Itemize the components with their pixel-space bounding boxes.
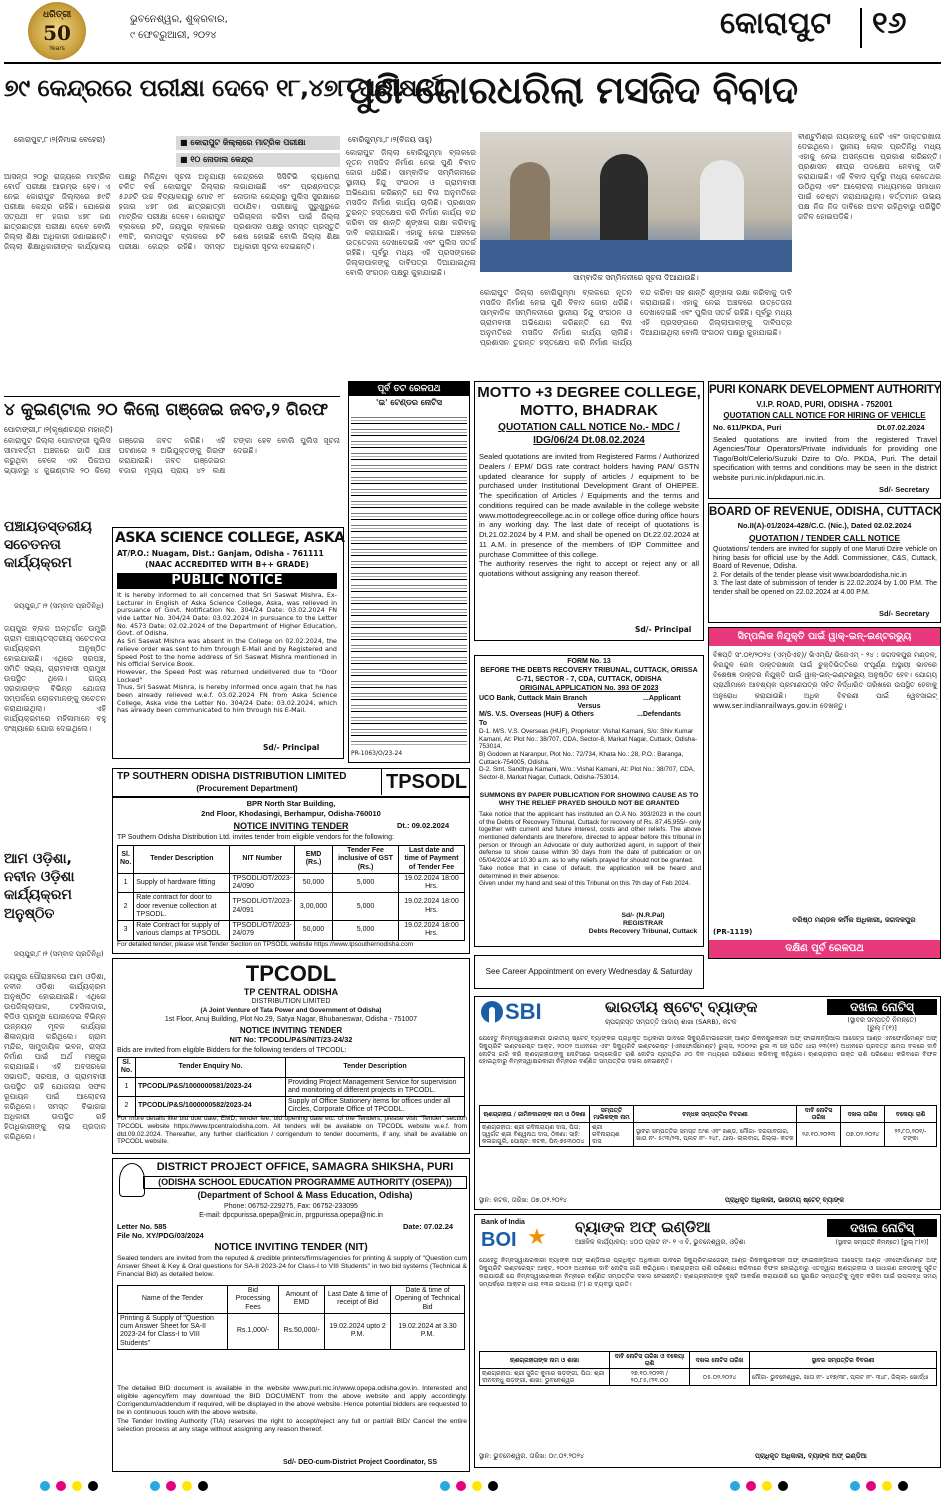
col-header: ଦଖଲ ତାରିଖ (841, 1106, 885, 1123)
railway-walkin-footer: (PR-1119) (713, 928, 753, 936)
lead-left-dateline: କୋରାପୁଟ,୮।୨(ନିମାଇ ବେହେରା) (14, 135, 106, 144)
ganja-body: କୋରାପୁଟ ଜିଲ୍ଲା ପୋଟାଙ୍ଗୀ ପୁଲିସ ସୀମାବର୍ତ୍ତୀ ଅଞ୍ଚଳରେ ଗାଡି ଯାଞ୍ଚ କରୁଥିବା ବେଳେ ଏକ ପିକଅପ ଭ୍ୟାନରୁ ୪ କୁଇଣ୍ଟାଲ ୨୦ କିଲୋ ଗଞ୍ଜେଇ ଜବତ କରିଛି। ଏହି ଘଟଣାରେ ୨ ଅଭିଯୁକ୍ତଙ୍କୁ ଗିରଫ କରାଯାଇଛି। ଜବତ ଗଞ୍ଜେଇର ବଜାର ମୂଲ୍ୟ ପ୍ରାୟ ୪୨ ଲକ୍ଷ ଟଙ୍କା ହେବ ବୋଲି ପୁଲିସ ସୂଚନା ଦେଇଛି। (4, 436, 340, 476)
registration-dot (72, 1481, 82, 1491)
masthead (0, 0, 945, 62)
drt-notice (474, 655, 704, 947)
table-cell: ଶ୍ରୀ ରବିନାରାୟଣ ଦାସ (590, 1123, 634, 1147)
panchayat-body: ଜୟପୁର ବ୍ଲକ ଅନ୍ତର୍ଗତ ଉମୁରି ଗ୍ରାମ ପଞ୍ଚାୟତସ୍ତରୀୟ ସଚେତନତା କାର୍ଯ୍ୟକ୍ରମ ଅନୁଷ୍ଠିତ ହୋଇଯାଇଛି। ଏଥିରେ ସରପଞ୍ଚ, ସମିତି ସଭ୍ୟ, ଗ୍ରାମବାସୀ ପ୍ରମୁଖ ଉପସ୍ଥିତ ଥିଲେ। ରାଜ୍ୟ ସରକାରଙ୍କ ବିଭିନ୍ନ ଯୋଜନା ସମ୍ପର୍କରେ ଲୋକମାନଙ୍କୁ ସଚେତନ କରାଯାଇଥିଲା। ଏହି କାର୍ଯ୍ୟକ୍ରମରେ ମହିଳାମାନେ ବହୁ ସଂଖ୍ୟାରେ ଯୋଗ ଦେଇଥିଲେ। (4, 624, 106, 734)
col-header: ସମ୍ପତ୍ତି ମାଲିକଙ୍କ ନାମ (590, 1106, 634, 1123)
registration-dot (182, 1481, 192, 1491)
tpcodl-footer: For more details like bid due date, EMD, tender fee, bid opening date etc. of the Tenders, please visit "Tender" section TPCODL website https://www.tpcentralodisha.com. All tenders will be available on TPCODL website w.e.f. from dtd.09.02.2024. Thereafter, any further clarification / corrigendum to tender documents, if any, shall be available on TPCODL website. (117, 1115, 467, 1146)
col-header: Sl. No. (118, 846, 134, 874)
sbi-footer-right: ପ୍ରାଧିକୃତ ଅଧିକାରୀ, ଭାରତୀୟ ଷ୍ଟେଟ୍ ବ୍ୟାଙ୍କ (725, 1196, 845, 1204)
tpsodl-address-2: 2nd Floor, Khodasingi, Berhampur, Odisha-760010 (201, 809, 381, 818)
registration-strip (0, 1476, 945, 1496)
registration-dot (730, 1481, 740, 1491)
boi-title: ବ୍ୟାଙ୍କ ଅଫ୍ ଇଣ୍ଡିଆ (575, 1218, 711, 1236)
osepa-sub: (ODISHA SCHOOL EDUCATION PROGRAMME AUTHORITY (OSEPA)) (143, 1176, 467, 1189)
boi-table (479, 1351, 937, 1386)
logo-sub: Years (49, 45, 65, 52)
registration-dot (440, 1481, 450, 1491)
puri-konark-address: V.I.P. ROAD, PURI, ODISHA - 752001 (756, 400, 893, 409)
col-header: Tender Fee inclusive of GST (Rs.) (333, 846, 399, 874)
drt-defendant-label: ...Defendants (637, 711, 681, 718)
puri-konark-title: PURI KONARK DEVELOPMENT AUTHORITY (709, 384, 941, 396)
photo-caption: ସାମ୍ବାଦିକ ସମ୍ମିଳନୀରେ ସୂଚନା ଦିଆଯାଉଛି। (573, 273, 699, 282)
drt-to: To (479, 720, 488, 727)
highlight-1-text: କୋରାପୁଟ ଜିଲ୍ଲାରେ ମାଟ୍ରିକ ପରୀକ୍ଷା (190, 138, 306, 147)
col-header: Sl. No. (118, 1058, 136, 1078)
sbi-rule: [ରୁଲ୍ ୮(୧)] (867, 1024, 897, 1032)
tpsodl-nit: NOTICE INVITING TENDER (233, 821, 349, 831)
table-cell: 19.02.2024 at 3.30 P.M. (391, 1313, 465, 1349)
col-header: Tender Description (134, 846, 230, 874)
col-header: Tender Enquiry No. (136, 1058, 286, 1078)
registration-dot (488, 1481, 498, 1491)
board-revenue-title: BOARD OF REVENUE, ODISHA, CUTTACK (709, 506, 942, 518)
tpsodl-date: Dt.: 09.02.2024 (397, 821, 450, 830)
osepa-dept: (Department of School & Mass Education, Odisha) (197, 1190, 413, 1200)
drt-applicant-label: ...Applicant (643, 695, 681, 702)
purba-tata-footer: PR-1063/O/23-24 (351, 750, 403, 757)
sbi-notice (474, 996, 941, 1210)
press-table (480, 240, 792, 272)
table-header-row (118, 1058, 465, 1078)
table-cell: 19.02.2024 upto 2 P.M. (325, 1313, 391, 1349)
registration-dot (778, 1481, 788, 1491)
table-cell: 50,000 (295, 873, 333, 893)
railway-tender-list (351, 412, 467, 746)
table-header-row (118, 1286, 465, 1314)
railway-walkin-body: ବିଜ୍ଞପ୍ତି ସଂ.୦୧/୨୦୨୪ (ଏମ୍‌ଡିଏଚ୍)/ ଭିଏମ୍‌ପି/ ଭିଜେଏମ୍ - ୨୪ : ଜଗଦଳପୁର ମଣ୍ଡଳ, କିରନ୍ଦୁଳ ରେଳ ଡାକ୍ତରଖାନା ପାଇଁ ଚୁକ୍ତିଭିତ୍ତିରେ ସଂପୂର୍ଣ୍ଣ ଅସ୍ଥାୟୀ ଭାବରେ ବିଶେଷଜ୍ଞ ଡାକ୍ତର ନିଯୁକ୍ତି ପାଇଁ ୱାକ୍-ଇନ୍-ଇଣ୍ଟରଭ୍ୟୁ ଅନୁଷ୍ଠିତ ହେବ। ଯୋଗ୍ୟ ପ୍ରାର୍ଥୀମାନେ ଆବଶ୍ୟକ ପ୍ରମାଣପତ୍ର ସହିତ ନିର୍ଦ୍ଧାରିତ ତାରିଖରେ ଉପସ୍ଥିତ ହେବାକୁ ଅନୁରୋଧ କରାଯାଉଛି। ଅଧିକ ବିବରଣୀ ପାଇଁ ୱେବସାଇଟ୍ www.ser.indianrailways.gov.in ଦେଖନ୍ତୁ। (713, 651, 937, 710)
sbi-logo-keyhole (489, 1007, 495, 1023)
table-cell: TPCODL/P&S/1000000582/2023-24 (136, 1097, 286, 1117)
osepa-phone: Phone: 06752-229275, Fax: 06752-233095 (224, 1203, 358, 1210)
col-header: ଋଣଗ୍ରହୀତା / ଜାମିନଦାରଙ୍କ ନାମ ଓ ଠିକଣା (480, 1106, 590, 1123)
railway-walkin-title: ସିମ୍ପଲିକ ନିଯୁକ୍ତି ପାଇଁ ୱାକ୍-ଇନ୍-ଇଣ୍ଟରଭ୍ୟୁ (709, 628, 940, 646)
railway-walkin-brand: ଦକ୍ଷିଣ ପୂର୍ବ ରେଳପଥ (709, 940, 940, 958)
tpsodl-sub: (Procurement Department) (196, 784, 298, 793)
aska-naac: (NAAC ACCREDITED WITH B++ GRADE) (145, 560, 309, 569)
boi-body: ଯେହେତୁ ନିମ୍ନସ୍ୱାକ୍ଷରକାରୀ ବ୍ୟାଙ୍କ ଅଫ୍ ଇଣ୍ଡିଆର ପ୍ରାଧିକୃତ ଅଧିକାରୀ ଭାବରେ ସିକ୍ୟୁରିଟାଇଜେସନ୍ ଆଣ୍ଡ ରିକନଷ୍ଟ୍ରକସନ ଅଫ୍ ଫାଇନାନ୍ସିଆଲ ଆସେଟ୍ସ ଆଣ୍ଡ ଏନଫୋର୍ସମେଣ୍ଟ ଅଫ୍ ସିକ୍ୟୁରିଟି ଇଣ୍ଟରେଷ୍ଟ ଆକ୍ଟ, ୨୦୦୨ ଅଧୀନରେ ଦାବି ନୋଟିସ ଜାରି କରିଥିଲେ। ଋଣଗ୍ରହୀତା ରାଶି ପରିଶୋଧ କରିବାରେ ବିଫଳ ହୋଇଥିବାରୁ ଏତଦ୍ୱାରା ଋଣଗ୍ରହୀତା ଓ ସାଧାରଣ ଜନତାଙ୍କୁ ସୂଚିତ କରାଯାଉଛି ଯେ ନିମ୍ନସ୍ୱାକ୍ଷରକାରୀ ନିମ୍ନରେ ବର୍ଣ୍ଣିତ ସମ୍ପତ୍ତିର ଦଖଲ ନେଇଛନ୍ତି। ଋଣଗ୍ରହୀତାଙ୍କ ଦୃଷ୍ଟି ଆକର୍ଷଣ କରାଯାଉଛି ଯେ ସୁରକ୍ଷିତ ସମ୍ପତ୍ତିକୁ ମୁକ୍ତ କରିବା ପାଇଁ ଉପଲବ୍ଧ ସମୟ ସମ୍ପର୍କରେ ଆକ୍ଟର ଧାରା ୧୩ର ଉପଧାରା (୮) ର ବ୍ୟବସ୍ଥା ପ୍ରତି। (479, 1257, 937, 1289)
table-cell: 2 (118, 893, 134, 921)
puri-konark-notice (708, 381, 941, 499)
drt-defendant: M/S. V.S. Overseas (HUF) & Others (479, 711, 594, 718)
page-number: ୧୬ (872, 6, 907, 41)
table-cell: Supply of hardware fitting (134, 873, 230, 893)
railway-walkin-sign: ବରିଷ୍ଠ ମଣ୍ଡଳ କର୍ମିକ ଅଧିକାରୀ, ଜଗଦଳପୁର (792, 916, 916, 924)
motto-notice (474, 381, 704, 641)
table-cell: ଋଣଗ୍ରହୀତା: ଶ୍ରୀ ରବିନାରାୟଣ ଦାସ, ପିତା: ସ୍ୱର୍ଗତ ଶ୍ରୀ ବିଶ୍ୱନାଥ ଦାସ, ଠିକଣା: ସାହି: କଳାଜାଗୁଲି, ପୋଷ୍ଟ: କଟକ, ପିନ୍-୭୫୩୦୦୪ (480, 1123, 590, 1147)
board-revenue-ref: No.II(A)-01/2024-428/C.C. (Nic.), Dated 02.02.2024 (737, 521, 912, 530)
drt-app: ORIGINAL APPLICATION No. 393 OF 2023 (519, 685, 659, 692)
puri-konark-ref-right: Dt.07.02.2024 (877, 423, 925, 432)
osepa-date: Date: 07.02.24 (403, 1222, 454, 1231)
table-cell: ଋଣଗ୍ରହୀତା: ଶ୍ରୀ ସୁଜିତ କୁମାର ଷଡ଼ଙ୍ଗୀ, ପିତା: ଶ୍ରୀ ଦୀନବନ୍ଧୁ ଷଡ଼ଙ୍ଗୀ, ଶାଖା: ଭୁବନେଶ୍ୱର (480, 1369, 610, 1386)
sbi-table (479, 1105, 937, 1147)
square-bullet-icon: ■ (180, 138, 191, 147)
osepa-sign: Sd/- DEO-cum-District Project Coordinator, SS (283, 1459, 438, 1466)
puri-konark-ref-left: No. 611/PKDA, Puri (713, 423, 782, 432)
tpsodl-table-wrap (117, 845, 465, 941)
puri-konark-body: Sealed quotations are invited from the registered Travel Agencies/Tour Operators/Private individuals for providing one Tiago/Bolt/Celerio/Suzuki Dzire to O/o. PKDA, Puri. The detail specification with terms and conditions may be seen in the district website puri.nic.in/pkdapuri.nic.in. (713, 435, 937, 482)
table-cell: ୦୫.୦୨.୨୦୨୪ (690, 1369, 750, 1386)
col-header: Tender Description (286, 1058, 465, 1078)
boi-footer-right: ପ୍ରାଧିକୃତ ଅଧିକାରୀ, ବ୍ୟାଙ୍କ ଅଫ୍ ଇଣ୍ଡିଆ (755, 1452, 867, 1460)
ama-odisha-headline: ଆମ ଓଡ଼ିଶା, ନବୀନ ଓଡ଼ିଶା କାର୍ଯ୍ୟକ୍ରମ ଅନୁଷ୍ଠିତ (4, 851, 75, 922)
col-header: Last date and time of Payment of Tender Fee (399, 846, 465, 874)
table-row (480, 1123, 937, 1147)
tpcodl-jv: (A Joint Venture of Tata Power and Government of Odisha) (200, 1007, 382, 1014)
col-header: ଋଣଗ୍ରହୀତାଙ୍କ ନାମ ଓ ଶାଖା (480, 1352, 610, 1369)
registration-dot (56, 1481, 66, 1491)
col-header: Date & time of Opening of Technical Bid (391, 1286, 465, 1314)
col-header: ଦାବି ନୋଟିସ ତାରିଖ ଓ ବକେୟା ରାଶି (610, 1352, 690, 1369)
osepa-file-no: File No. XY/PDG/03/2024 (117, 1231, 204, 1240)
col-header: ବକେୟା ରାଶି (885, 1106, 937, 1123)
ama-odisha-body: ଜୟପୁର ପୌରାଞ୍ଚଳରେ ଆମ ଓଡ଼ିଶା, ନବୀନ ଓଡ଼ିଶା କାର୍ଯ୍ୟକ୍ରମ ଅନୁଷ୍ଠିତ ହୋଇଯାଇଛି। ଏଥିରେ ଉପଜିଲ୍ଲାପାଳ, ତହସିଲଦାର, ବିଡିଓ ପ୍ରମୁଖ ଯୋଗଦେଇ ବିଭିନ୍ନ ଉନ୍ନୟନ ମୂଳକ କାର୍ଯ୍ୟର ଶିଳାନ୍ୟାସ କରିଥିଲେ। ଗ୍ରାମ ମନ୍ଦିର, ସାମୁଦାୟିକ ଭବନ, ରାସ୍ତା ନିର୍ମାଣ ପାଇଁ ଅର୍ଥ ମଞ୍ଜୁର କରାଯାଇଛି। ଏହି ଅବସରରେ ସଭାପତି, ସରପଞ୍ଚ, ଓ ଗ୍ରାମବାସୀ ଉପସ୍ଥିତ ରହି ଯୋଜନାର ସଫଳ ରୂପାୟନ ପାଇଁ ଆଲୋଚନା କରିଥିଲେ। ସମସ୍ତ ବିଭାଗର ଅଧିକାରୀ ଉପସ୍ଥିତ ରହି ହିତାଧିକାରୀଙ୍କୁ ଲାଭ ପ୍ରଦାନ କରିଥିଲେ। (4, 972, 106, 1142)
table-cell: Providing Project Management Service for supervision and monitoring of different projects in TPCODL. (286, 1077, 465, 1097)
table-row (118, 893, 465, 921)
puri-konark-sign: Sd/- Secretary (879, 485, 930, 494)
osepa-notice (112, 1158, 470, 1472)
osepa-body: The detailed BID document is available in the website www.puri.nic.in/www.opepa.odisha.gov.in. Interested and eligible agency/firm may download the BID DOCUMENT from the above website and apply accordingly. Corrigendum/addendum if required, will be displayed in the above website. Hence potential bidders are requested to be in continuous touch with the above website. The Tender Inviting Authority (TIA) reserves the right to accept/reject any full or part/all BID/ Cancel the entire selection process at any stage without assigning any reason thereof. (117, 1385, 467, 1433)
boi-logo: BOI (481, 1229, 517, 1251)
lead-left-headline: ୭୯ କେନ୍ଦ୍ରରେ ପରୀକ୍ଷା ଦେବେ ୧୮,୪୭୮ ପରୀକ୍ଷାର୍ଥୀ (4, 74, 445, 102)
motto-title-1: MOTTO +3 DEGREE COLLEGE, (477, 384, 701, 401)
purba-tata-title: ପୂର୍ବ ତଟ ରେଳପଥ (349, 382, 469, 396)
registration-dot (198, 1481, 208, 1491)
table-row (118, 1313, 465, 1349)
tpcodl-title: TP CENTRAL ODISHA (243, 987, 339, 997)
tpsodl-title-rule (113, 796, 469, 798)
registration-dot (88, 1481, 98, 1491)
table-cell: Printing & Supply of "Question cum Answer Sheet for SA-II 2023-24 for Class-I to VIII Students" (118, 1313, 228, 1349)
tpcodl-nit-no: NIT No: TPCODL/P&S/NIT/23-24/32 (229, 1035, 353, 1044)
table-cell: 1 (118, 873, 134, 893)
drt-sign: Sd/- (N.R.Pal) REGISTRAR Debts Recovery Tribunal, Cuttack (588, 912, 698, 936)
registration-dot (40, 1481, 50, 1491)
tpcodl-address: 1st Floor, Anuj Building, Plot No.29, Satya Nagar, Bhubaneswar, Odisha - 751007 (164, 1016, 418, 1023)
lead-right-dateline: ବୋରିଗୁମ୍ମା,୮।୨(ବିଜୟ ସାହୁ) (348, 135, 433, 144)
tpcodl-table (117, 1057, 465, 1117)
table-header-row (118, 846, 465, 874)
person-silhouette (700, 160, 744, 244)
ganja-headline: ୪ କୁଇଣ୍ଟାଲ ୨୦ କିଲୋ ଗଞ୍ଜେଇ ଜବତ,୨ ଗିରଫ (4, 400, 329, 420)
tpcodl-nit: NOTICE INVITING TENDER (239, 1026, 343, 1035)
col-header: Amount of EMD (278, 1286, 324, 1314)
board-revenue-body: Quotations/ tenders are invited for supply of one Maruti Dzire vehicle on hiring basis for official use by the Addl. Commissioner, C&S, Cuttack, Board of Revenue, Odisha. 2. For details of the tender please visit www.boardodisha.nic.in 3. The last date of submission of tender is 22.02.2024 by 1.00 P.M. The tender shall be opened on 22.02.2024 at 4.00 P.M. (713, 546, 937, 596)
table-cell: ମୌଜା- ଭୁବନେଶ୍ୱର, ଖାତା ନଂ- ୪୧୭/୩୮, ପ୍ଲଟ ନଂ- ୩୪୮, ଜିଲ୍ଲା- ଖୋର୍ଦ୍ଧା (750, 1369, 937, 1386)
col-header: EMD (Rs.) (295, 846, 333, 874)
tpsodl-title: TP SOUTHERN ODISHA DISTRIBUTION LIMITED (117, 771, 347, 782)
sbi-footer-left: ସ୍ଥାନ: କଟକ, ତାରିଖ: ୦୭.୦୨.୨୦୨୪ (479, 1196, 567, 1204)
board-revenue-notice (708, 503, 941, 623)
table-header-row (480, 1352, 937, 1369)
osepa-email: E-mail: dpcpurissa.opepa@nic.in, prgpurissa.opepa@nic.in (199, 1212, 383, 1219)
boi-sub: ଆଞ୍ଚଳିକ କାର୍ଯ୍ୟାଳୟ: ୪୦୦ ପ୍ଲଟ ନଂ- ୧ ଏ ବି, ଭୁବନେଶ୍ୱର, ଓଡ଼ିଶା (575, 1238, 746, 1246)
person-silhouette (600, 154, 648, 244)
osepa-letter-no: Letter No. 585 (117, 1222, 167, 1231)
tpcodl-sub: DISTRIBUTION LIMITED (251, 998, 331, 1005)
drt-title: BEFORE THE DEBTS RECOVERY TRIBUNAL, CUTTACK, ORISSA (480, 667, 698, 674)
registration-dot (850, 1481, 860, 1491)
panchayat-dateline: ଜୟପୁର,୮।୨ (ସମ୍ବାଦ ପ୍ରତିନିଧି) (14, 602, 104, 610)
lead-right-body-b: କୋରାପୁଟ ଜିଲ୍ଲା ବୋରିଗୁମ୍ମା ବ୍ଲକରେ ନୂତନ ମସଜିଦ ନିର୍ମାଣ ନେଇ ପୁଣି ବିବାଦ ଜୋର ଧରିଛି। ସାମ୍ବାଦିକ ସମ୍ମିଳନୀରେ ସ୍ଥାନୀୟ ହିନ୍ଦୁ ସଂଗଠନ ଓ ଗ୍ରାମବାସୀ ଅଭିଯୋଗ କରିଛନ୍ତି ଯେ ବିନା ଅନୁମତିରେ ମସଜିଦ ନିର୍ମାଣ କାର୍ଯ୍ୟ ଚାଲିଛି। ପ୍ରଶାସନ ତୁରନ୍ତ ହସ୍ତକ୍ଷେପ କରି ନିର୍ମାଣ କାର୍ଯ୍ୟ ବନ୍ଦ କରିବା ସହ ଶାନ୍ତି ଶୃଙ୍ଖଳା ରକ୍ଷା କରିବାକୁ ଦାବି କରାଯାଇଛି। ଏହାକୁ ନେଇ ଅଞ୍ଚଳରେ ଉତ୍ତେଜନା ଦେଖାଦେଇଛି ଏବଂ ପୁଲିସ ସତର୍କ ରହିଛି। ପୂର୍ବରୁ ମଧ୍ୟ ଏହି ପ୍ରସଙ୍ଗରେ ଜିଲ୍ଲାପାଳଙ୍କୁ ଦାବିପତ୍ର ଦିଆଯାଇଥିଲା ବୋଲି ସଂଗଠନ ପକ୍ଷରୁ କୁହାଯାଇଛି। (480, 288, 792, 348)
table-cell: TPCODL/P&S/1000000581/2023-24 (136, 1077, 286, 1097)
table-cell: ସ୍ଥାବର ସମ୍ପତ୍ତିର ସମସ୍ତ ଅଂଶ ଏବଂ ଖଣ୍ଡ, ମୌଜା- ଦରଗାବଜାର, ଖାତା ନଂ- ୫୯୩/୨୩, ପ୍ଲଟ ନଂ- ୨୪୮, ଥାନା- ଲାଲବାଗ, ଜିଲ୍ଲା- କଟକ (634, 1123, 797, 1147)
table-cell: 5,000 (333, 921, 399, 941)
ganja-dateline: ପୋଟାଙ୍ଗୀ,୮।୨(କୃଷ୍ଣଚନ୍ଦ୍ର ମହାନ୍ତି) (4, 425, 113, 434)
table-cell: Supply of Office Stationery items for offices under all Circles, Corporate Office of TPCODL. (286, 1097, 465, 1117)
drt-applicant: UCO Bank, Cuttack Main Branch (479, 695, 588, 702)
aska-title: ASKA SCIENCE COLLEGE, ASKA (115, 530, 345, 546)
purba-tata-notice (348, 381, 470, 763)
aska-notice (112, 527, 344, 759)
career-line: See Career Appointment on every Wednesday & Saturday (474, 955, 704, 989)
purba-tata-subtitle: 'ଇ' ଟେଣ୍ଡର ନୋଟିସ (376, 398, 442, 407)
table-cell: ୦୭.୦୨.୨୦୨୪ (841, 1123, 885, 1147)
registration-dot (762, 1481, 772, 1491)
aska-address: AT/P.O.: Nuagam, Dist.: Ganjam, Odisha - 761111 (117, 549, 324, 558)
drt-body: D-1. M/S. V.S. Overseas (HUF), Proprietor: Vishal Kamani, S/o: Shiv Kumar Kamani, At: Plot No.: 38/707, CDA, Sector-8, Markat Nagar, Cuttack, Odisha-753014. B) Godown at Naranpur, Plot No.: 72/734, Khata No.: 28, P.O.: Baranga, Cuttack-754005, Odisha. D-2. Smt. Sandhya Kamani, W/o.: Vishal Kamani, At: Plot No.: 38/707, CDA, Sector-8, Markat Nagar, Cuttack, Odisha-753014. (479, 728, 698, 782)
col-header: Name of the Tender (118, 1286, 228, 1314)
boi-right-sub: (ସ୍ଥାବର ସମ୍ପତ୍ତି ନିମନ୍ତେ) [ରୁଲ୍ ୮(୧)] (835, 1239, 929, 1246)
masthead-date-line-2: ୯ ଫେବ୍ରୁଆରୀ, ୨୦୨୪ (130, 30, 217, 41)
osepa-table (117, 1285, 465, 1350)
table-cell: Rate Contract for supply of various clamps at TPSODL (134, 921, 230, 941)
tpcodl-intro: Bids are invited from eligible Bidders for the following tenders of TPCODL: (117, 1047, 347, 1054)
registration-dot (898, 1481, 908, 1491)
table-row (118, 921, 465, 941)
table-cell: 5,000 (333, 873, 399, 893)
table-cell: TPSODL/OT/2023-24/079 (230, 921, 295, 941)
board-revenue-sign: Sd/- Secretary (879, 609, 930, 618)
table-row (118, 1097, 465, 1117)
logo-text: ଧରିତ୍ରୀ (42, 10, 72, 20)
sbi-title: ଭାରତୀୟ ଷ୍ଟେଟ୍ ବ୍ୟାଙ୍କ (605, 998, 758, 1016)
table-cell: 2 (118, 1097, 136, 1117)
table-cell: ୨୬.୧୦.୨୦୨୩ (797, 1123, 841, 1147)
osepa-intro: Sealed tenders are invited from the reputed & credible printers/firms/agencies for printing & supply of "Question cum Answer Sheet & Key & Oral questions for SA-II 2023-24 for Class-I to VIII Students" in two bid systems (Technical & Financial Bid) as detailed below. (117, 1255, 467, 1279)
col-header: ଦାବି ନୋଟିସ ତାରିଖ (797, 1106, 841, 1123)
col-header: Bid Processing Fees (228, 1286, 279, 1314)
sbi-logo-icon (481, 1001, 503, 1023)
tpsodl-address-1: BPR North Star Building, (246, 799, 336, 808)
press-meet-photo (480, 132, 792, 272)
boi-footer-left: ସ୍ଥାନ: ଭୁବନେଶ୍ୱର, ତାରିଖ: ୦୯.୦୨.୨୦୨୪ (479, 1452, 585, 1460)
col-header: ଦଖଲ ନୋଟିସ ତାରିଖ (690, 1352, 750, 1369)
lead-left-highlight-2 (176, 153, 340, 167)
right-column-story: ବୀଣ୍ଟୁମିଶ୍ର ନାୟକଙ୍କୁ ଜେଟି ଏବଂ ଡାକ୍ତରଖାନା ଦେଇଥିଲେ। ସ୍ଥାନୀୟ ଲୋକ ପ୍ରତିନିଧି ମଧ୍ୟ ଏହାକୁ ନେଇ ଅସନ୍ତୋଷ ପ୍ରକାଶ କରିଛନ୍ତି। ପ୍ରଶାସନ ଶୀଘ୍ର ପଦକ୍ଷେପ ନେବାକୁ ଦାବି କରାଯାଇଛି। ଏହି ବିବାଦ ପୂର୍ବରୁ ମଧ୍ୟ କେତେଥର ଉଠିଥିଲା ଏବଂ ଆଲୋଚନା ମାଧ୍ୟମରେ ସମାଧାନ ପାଇଁ ଚେଷ୍ଟା କରାଯାଇଥିଲା। ବର୍ତ୍ତମାନ ଉଭୟ ପକ୍ଷ ନିଜ ନିଜ ଦାବିରେ ଅଟଳ ରହିଥିବାରୁ ପରିସ୍ଥିତି ଜଟିଳ ହୋଇପଡ଼ିଛି। (798, 132, 941, 222)
drt-address: C-71, SECTOR - 7, CDA, CUTTACK, ODISHA (516, 676, 662, 683)
table-cell: 3 (118, 921, 134, 941)
registration-dot (166, 1481, 176, 1491)
col-header: ବନ୍ଧକ ସମ୍ପତ୍ତିର ବିବରଣୀ (634, 1106, 797, 1123)
sbi-body: ଯେହେତୁ ନିମ୍ନସ୍ୱାକ୍ଷରକାରୀ ଭାରତୀୟ ଷ୍ଟେଟ୍ ବ୍ୟାଙ୍କର ପ୍ରାଧିକୃତ ଅଧିକାରୀ ଭାବରେ ସିକ୍ୟୁରିଟାଇଜେସନ୍ ଆଣ୍ଡ ରିକନଷ୍ଟ୍ରକସନ ଅଫ୍ ଫାଇନାନ୍ସିଆଲ ଆସେଟ୍ସ ଆଣ୍ଡ ଏନଫୋର୍ସମେଣ୍ଟ ଅଫ୍ ସିକ୍ୟୁରିଟି ଇଣ୍ଟରେଷ୍ଟ ଆକ୍ଟ, ୨୦୦୨ ଅଧୀନରେ ଏବଂ ସିକ୍ୟୁରିଟି ଇଣ୍ଟରେଷ୍ଟ (ଏନଫୋର୍ସମେଣ୍ଟ) ରୁଲ୍ସ, ୨୦୦୨ର ରୁଲ ୩ ସହ ପଠିତ ଧାରା ୧୩(୧୨) ଅଧୀନରେ ପ୍ରଦତ୍ତ କ୍ଷମତା ବଳରେ ଦାବି ନୋଟିସ ଜାରି କରି ଋଣଗ୍ରହୀତାଙ୍କୁ ନୋଟିସରେ ଉଲ୍ଲେଖିତ ରାଶି ନୋଟିସ ପ୍ରାପ୍ତିର ୬୦ ଦିନ ମଧ୍ୟରେ ପରିଶୋଧ କରିବାକୁ କହିଥିଲେ। ଋଣଗ୍ରହୀତା ଉକ୍ତ ରାଶି ପରିଶୋଧ କରିବାରେ ବିଫଳ ହୋଇଥିବାରୁ ନିମ୍ନସ୍ୱାକ୍ଷରକାରୀ ନିମ୍ନରେ ବର୍ଣ୍ଣିତ ସମ୍ପତ୍ତିର ଦଖଲ ନେଇଛନ୍ତି। (479, 1035, 937, 1066)
table-cell: ୨୨,୮୦,୨୦୧/- ଟଙ୍କା (885, 1123, 937, 1147)
motto-sign: Sd/- Principal (635, 625, 692, 634)
tpsodl-footer: For detailed tender, please visit Tender Section on TPSODL website https://www.tpsouthernodisha.com (117, 941, 414, 948)
panchayat-headline: ପଞ୍ଚାୟତସ୍ତରୀୟ ସଚେତନତା କାର୍ଯ୍ୟକ୍ରମ (4, 519, 92, 572)
table-header-row (480, 1106, 937, 1123)
registration-dot (150, 1481, 160, 1491)
col-header: Last Date & time of receipt of Bid (325, 1286, 391, 1314)
osepa-title: DISTRICT PROJECT OFFICE, SAMAGRA SHIKSHA, PURI (156, 1161, 454, 1173)
section-name: କୋରାପୁଟ (720, 6, 832, 41)
table-cell: 19.02.2024 18:00 Hrs. (399, 893, 465, 921)
lead-right-body-a: କୋରାପୁଟ ଜିଲ୍ଲା ବୋରିଗୁମ୍ମା ବ୍ଲକରେ ନୂତନ ମସଜିଦ ନିର୍ମାଣ ନେଇ ପୁଣି ବିବାଦ ଜୋର ଧରିଛି। ସାମ୍ବାଦିକ ସମ୍ମିଳନୀରେ ସ୍ଥାନୀୟ ହିନ୍ଦୁ ସଂଗଠନ ଓ ଗ୍ରାମବାସୀ ଅଭିଯୋଗ କରିଛନ୍ତି ଯେ ବିନା ଅନୁମତିରେ ମସଜିଦ ନିର୍ମାଣ କାର୍ଯ୍ୟ ଚାଲିଛି। ପ୍ରଶାସନ ତୁରନ୍ତ ହସ୍ତକ୍ଷେପ କରି ନିର୍ମାଣ କାର୍ଯ୍ୟ ବନ୍ଦ କରିବା ସହ ଶାନ୍ତି ଶୃଙ୍ଖଳା ରକ୍ଷା କରିବାକୁ ଦାବି କରାଯାଇଛି। ଏହାକୁ ନେଇ ଅଞ୍ଚଳରେ ଉତ୍ତେଜନା ଦେଖାଦେଇଛି ଏବଂ ପୁଲିସ ସତର୍କ ରହିଛି। ପୂର୍ବରୁ ମଧ୍ୟ ଏହି ପ୍ରସଙ୍ଗରେ ଜିଲ୍ଲାପାଳଙ୍କୁ ଦାବିପତ୍ର ଦିଆଯାଇଥିଲା ବୋଲି ସଂଗଠନ ପକ୍ଷରୁ କୁହାଯାଇଛି। (346, 148, 476, 278)
table-row (118, 873, 465, 893)
drt-body-2: Take notice that the applicant has instituted an O.A No. 393/2023 in the court of the Debts of Recovery Tribunal, Cuttack for recovery of Rs. 87,45,955/- only together with current and future interest, costs and other reliefs. The above mentioned defendants are therefore, directed to appear before this tribunal in person or through an Advocate or duly authorized agent, in support of their defense to show cause within 30 days from the date of publication or on 05/04/2024 at 10.30 a.m. as to why reliefs prayed for should not be granted. Take notice that in case of default, the application will be heard and determined in their absence. Given under my hand and seal of this Tribunal on this 7th day of Feb 2024. (479, 811, 701, 888)
masthead-date-line-1: ଭୁବନେଶ୍ୱର, ଶୁକ୍ରବାର, (130, 14, 228, 25)
section-rule (4, 396, 340, 397)
tpsodl-notice (112, 768, 470, 954)
tpsodl-table (117, 845, 465, 941)
table-cell: ୨୭.୧୦.୨୦୨୩ / ୨୦,୮୫,୯୨୧.୦୦ (610, 1369, 690, 1386)
tpsodl-logo: TPSODL (381, 769, 467, 795)
table-cell: 3,00,000 (295, 893, 333, 921)
col-header: ସ୍ଥାବର ସମ୍ପତ୍ତିର ବିବରଣୀ (750, 1352, 937, 1369)
tpcodl-notice (112, 958, 470, 1154)
table-row (480, 1369, 937, 1386)
motto-subtitle: QUOTATION CALL NOTICE No.- MDC / IDG/06/24 Dt.08.02.2024 (498, 422, 680, 446)
boi-notice (474, 1214, 941, 1468)
registration-dot (882, 1481, 892, 1491)
drt-versus: Versus (577, 703, 601, 710)
motto-title-2: MOTTO, BHADRAK (519, 402, 659, 419)
sbi-sub: ଚାପଗ୍ରସ୍ତ ସମ୍ପତ୍ତି ଆଦାୟ ଶାଖା (SARB), କଟକ (605, 1018, 737, 1026)
drt-summons: SUMMONS BY PAPER PUBLICATION FOR SHOWING CAUSE AS TO WHY THE RELIEF PRAYED SHOULD NOT BE GRANTED (479, 792, 699, 808)
boi-right-title: ଦଖଲ ନୋଟିସ୍ (827, 1219, 937, 1237)
aska-subtitle: PUBLIC NOTICE (117, 573, 337, 589)
table-cell: 1 (118, 1077, 136, 1097)
registration-dot (472, 1481, 482, 1491)
aska-sign: Sd/- Principal (263, 743, 320, 752)
square-bullet-icon: ■ (180, 155, 191, 164)
sbi-table-wrap (479, 1105, 937, 1147)
sbi-right-sub: (ସ୍ଥାବର ସମ୍ପତ୍ତି ନିମନ୍ତେ) (847, 1016, 917, 1024)
masthead-divider (860, 8, 862, 48)
tpsodl-intro: TP Southern Odisha Distribution Ltd. invites tender from eligible vendors for the following: (117, 834, 394, 841)
boi-star-icon: ★ (527, 1225, 547, 1250)
registration-dot (746, 1481, 756, 1491)
puri-konark-subtitle: QUOTATION CALL NOTICE FOR HIRING OF VEHICLE (723, 411, 926, 420)
table-cell: 19.02.2024 18:00 Hrs. (399, 873, 465, 893)
sbi-logo-text: SBI (505, 999, 542, 1024)
masthead-rule (4, 62, 941, 64)
col-header: NIT Number (230, 846, 295, 874)
table-cell: Rate contract for door to door revenue collection at TPSODL. (134, 893, 230, 921)
board-revenue-subtitle: QUOTATION / TENDER CALL NOTICE (748, 533, 901, 543)
table-cell: 19.02.2024 18:00 Hrs. (399, 921, 465, 941)
table-cell: 50,000 (295, 921, 333, 941)
boi-table-wrap (479, 1351, 937, 1386)
person-silhouette (510, 162, 550, 242)
table-row (118, 1077, 465, 1097)
motto-body: Sealed quotations are invited from Registered Farms / Authorized Dealers / EPM/ DGS rate contract holders having PAN/ GSTN updated clearance for supply of articles / equipment to be purchased under Institutional Development Grant of OHEPEE. The specification of Articles / Equipments and the terms and conditions required can be made available in the college website www.mottodegreecollege.ac.in or college office during office hours in any working day. The last date of receipt of quotations is Dt.21.02.2024 by 4 P.M. and shall be opened on Dt.22.02.2024 at 11 A.M. in presence of the members of IDP Committee and purchase Committee of this college. The authority reserves the right to accept or reject any or all quotations without assigning any reason thereof. (479, 452, 699, 578)
lead-left-highlight-1 (176, 136, 340, 150)
aska-body: It is hereby informed to all concerned that Sri Saswat Mishra, Ex-Lecturer in English of Aska Science College, Aska, was relieved in pursuance of Govt. Notification No. 304/24 Date: 03.02.2024 FN vide Letter No. 304/24 Date: 03.02.2024 in pursuance to the Letter No. 4573 Date: 02.02.2024 of the Department of Higher Education, Govt. of Odisha. As Sri Saswat Mishra was absent in the College on 02.02.2024, the relieve order was sent to him through E-Mail and by Registered and Speed Post to the home address of Sri Saswat Mishra mentioned in his official Service Book. However, the Speed Post was returned undelivered due to "Door Locked" Thus, Sri Saswat Mishra, is hereby informed once again that he has been already relieved w.e.f. 03.02.2024 FN from Aska Science College, Aska vide the Letter No. 304/24 Date: 03.02.2024, which has already been communicated to him through his E-Mail. (117, 591, 337, 715)
registration-dot (866, 1481, 876, 1491)
boi-brand: Bank of India (481, 1219, 525, 1226)
table-cell: TPSODL/OT/2023-24/090 (230, 873, 295, 893)
registration-dot (456, 1481, 466, 1491)
table-cell: TPSODL/OT/2023-24/091 (230, 893, 295, 921)
railway-walkin-notice (708, 627, 941, 959)
osepa-table-wrap (117, 1285, 465, 1350)
table-cell: 5,000 (333, 893, 399, 921)
lead-left-body: ଆସନ୍ତା ୨୦ରୁ ରାଜ୍ୟରେ ମାଟ୍ରିକ ବୋର୍ଡ ପରୀକ୍ଷା ଆରମ୍ଭ ହେବ। ଏ ନେଇ କୋରାପୁଟ ଜିଲ୍ଲାରେ ୭୯ଟି ପରୀକ୍ଷା କେନ୍ଦ୍ର ରହିଛି। ଯୋଗେଶ ସତ୍ପଥୀ ୧୮ ହଜାର ୪୭୮ ଜଣ ଛାତ୍ରଛାତ୍ରୀ ପରୀକ୍ଷା ଦେବେ ବୋଲି ଜିଲ୍ଲା ଶିକ୍ଷା ଅଧିକାରୀ ଜଣାଇଛନ୍ତି। ଜିଲ୍ଲା ଶିକ୍ଷାଧିକାରୀଙ୍କ କାର୍ଯ୍ୟାଳୟ ପକ୍ଷରୁ ମିଳିଥିବା ସୂଚନା ଅନୁଯାୟୀ ଚଳିତ ବର୍ଷ କୋରାପୁଟ ଜିଲ୍ଲାର ୫୬୬ଟି ଉଚ୍ଚ ବିଦ୍ୟାଳୟରୁ ମୋଟ ୧୮ ହଜାର ୪୭୮ ଜଣ ଛାତ୍ରଛାତ୍ରୀ ମାଟ୍ରିକ ପରୀକ୍ଷା ଦେବେ। କୋରାପୁଟ ବ୍ଲକରେ ୭ଟି, ଜୟପୁର ବ୍ଲକରେ ୧୩ଟି, ଲମତାପୁଟ ବ୍ଲକରେ ୭ଟି ପରୀକ୍ଷା କେନ୍ଦ୍ର ରହିଛି। ସମସ୍ତ କେନ୍ଦ୍ରରେ ସିସିଟିଭି କ୍ୟାମେରା ଲଗାଯାଇଛି ଏବଂ ପ୍ରଶ୍ନପତ୍ର ନୋଡାଲ କେନ୍ଦ୍ରରୁ ପୁଲିସ ସୁରକ୍ଷାରେ ପଠାଯିବ। ପରୀକ୍ଷାକୁ ସୁରୁଖୁରୁରେ ପରିଚାଳନା କରିବା ପାଇଁ ଜିଲ୍ଲା ପ୍ରଶାସନ ପକ୍ଷରୁ ସମସ୍ତ ପ୍ରସ୍ତୁତି ଶେଷ ହୋଇଛି ବୋଲି ଜିଲ୍ଲା ଶିକ୍ଷା ଅଧିକାରୀ ସୂଚନା ଦେଇଛନ୍ତି। (4, 172, 340, 252)
lead-right-headline: ପୁଣି ଜୋରଧରିଲା ମସଜିଦ ବିବାଦ (346, 68, 798, 112)
logo-years: 50 (43, 21, 71, 45)
osepa-nit: NOTICE INVITING TENDER (NIT) (214, 1242, 368, 1253)
newspaper-logo (28, 2, 86, 60)
ama-odisha-dateline: ଜୟପୁର,୮।୨ (ସମ୍ବାଦ ପ୍ରତିନିଧି) (14, 950, 104, 958)
drt-form: FORM No. 13 (567, 658, 611, 665)
osepa-emblem-icon (119, 1163, 145, 1197)
table-cell: Rs.1,000/- (228, 1313, 279, 1349)
table-cell: Rs.50,000/- (278, 1313, 324, 1349)
sbi-right-title: ଦଖଲ ନୋଟିସ୍ (827, 999, 937, 1015)
tpcodl-logo: TPCODL (245, 961, 337, 986)
tpcodl-table-wrap (117, 1057, 465, 1117)
highlight-2-text: ୧୦ ନୋଡାଲ କେନ୍ଦ୍ର (190, 155, 254, 164)
